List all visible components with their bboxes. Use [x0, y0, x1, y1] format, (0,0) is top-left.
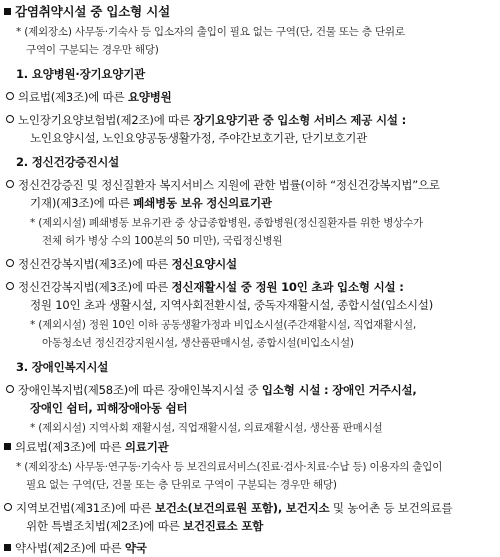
exclusion-note: * (제외시설) 정원 10인 이하 공동생활가정과 비입소시설(주간재활시설, 직업재활시설, — [30, 319, 417, 331]
list-item: 정신건강증진 및 정신질환자 복지서비스 지원에 관한 법률(이하 “정신건강복지법”으로 — [4, 176, 496, 194]
list-item-cont: 노인요양시설, 노인요양공동생활가정, 주야간보호기관, 단기보호기관 — [30, 131, 368, 145]
list-item-cont: 장애인 쉼터, 피해장애아동 쉼터 — [30, 401, 188, 415]
circle-bullet-icon — [6, 282, 14, 290]
list-item: 장애인복지법(제58조)에 따른 장애인복지시설 중 입소형 시설 : 장애인 거주시설, — [4, 381, 496, 399]
exclusion-note: * (제외시설) 폐쇄병동 보유기관 중 상급종합병원, 종합병원(정신질환자를 위한 병상수가 — [30, 217, 423, 229]
circle-bullet-icon — [6, 115, 14, 123]
exclusion-note-cont: 구역이 구분되는 경우만 해당) — [26, 44, 159, 56]
exclusion-note-cont: 아동청소년 정신건강지원시설, 생산품판매시설, 종합시설(비입소시설) — [42, 337, 354, 349]
circle-bullet-icon — [6, 385, 14, 393]
exclusion-note-cont: 전체 허가 병상 수의 100분의 50 미만), 국립정신병원 — [42, 235, 283, 247]
circle-bullet-icon — [6, 92, 14, 100]
exclusion-note: * (제외시설) 지역사회 재활시설, 직업재활시설, 의료재활시설, 생산품 판매시설 — [30, 422, 383, 434]
square-bullet-icon — [4, 8, 11, 15]
circle-bullet-icon — [6, 180, 14, 188]
square-bullet-icon — [4, 544, 11, 551]
subsection-title-3: 3. 장애인복지시설 — [16, 360, 109, 374]
subsection-title-1: 1. 요양병원·장기요양기관 — [16, 67, 146, 81]
subsection-title-2: 2. 정신건강증진시설 — [16, 155, 120, 169]
exclusion-note-cont: 필요 없는 구역(단, 건물 또는 층 단위로 구역이 구분되는 경우만 해당) — [26, 479, 337, 491]
list-item-cont: 기재)(제3조)에 따른 폐쇄병동 보유 정신의료기관 — [30, 196, 272, 210]
square-bullet-icon — [4, 443, 11, 450]
list-item: 의료법(제3조)에 따른 요양병원 — [4, 88, 496, 106]
section-medical: 의료법(제3조)에 따른 의료기관 — [4, 438, 496, 456]
list-item: 정신건강복지법(제3조)에 따른 정신재활시설 중 정원 10인 초과 입소형 시설 : — [4, 278, 496, 296]
section-pharmacy: 약사법(제2조)에 따른 약국 — [4, 539, 496, 557]
list-item-cont: 위한 특별조치법(제2조)에 따른 보건진료소 포함 — [26, 519, 264, 533]
exclusion-note: * (제외장소) 사무동·연구동·기숙사 등 보건의료서비스(진료·검사·치료·수납 등) 이용자의 출입이 — [16, 461, 443, 473]
list-item: 지역보건법(제31조)에 따른 보건소(보건의료원 포함), 보건지소 및 농어촌 등 보건의료를 — [4, 499, 496, 517]
list-item: 정신건강복지법(제3조)에 따른 정신요양시설 — [4, 255, 496, 273]
exclusion-note: * (제외장소) 사무동·기숙사 등 입소자의 출입이 필요 없는 구역(단, 건물 또는 층 단위로 — [16, 26, 405, 38]
section-infection-vulnerable — [4, 3, 496, 21]
circle-bullet-icon — [4, 503, 12, 511]
section-title: 감염취약시설 중 입소형 시설 — [15, 4, 170, 19]
list-item: 노인장기요양보험법(제2조)에 따른 장기요양기관 중 입소형 서비스 제공 시설 : — [4, 111, 496, 129]
circle-bullet-icon — [6, 259, 14, 267]
list-item-cont: 정원 10인 초과 생활시설, 지역사회전환시설, 중독자재활시설, 종합시설(입소시설) — [30, 298, 433, 312]
